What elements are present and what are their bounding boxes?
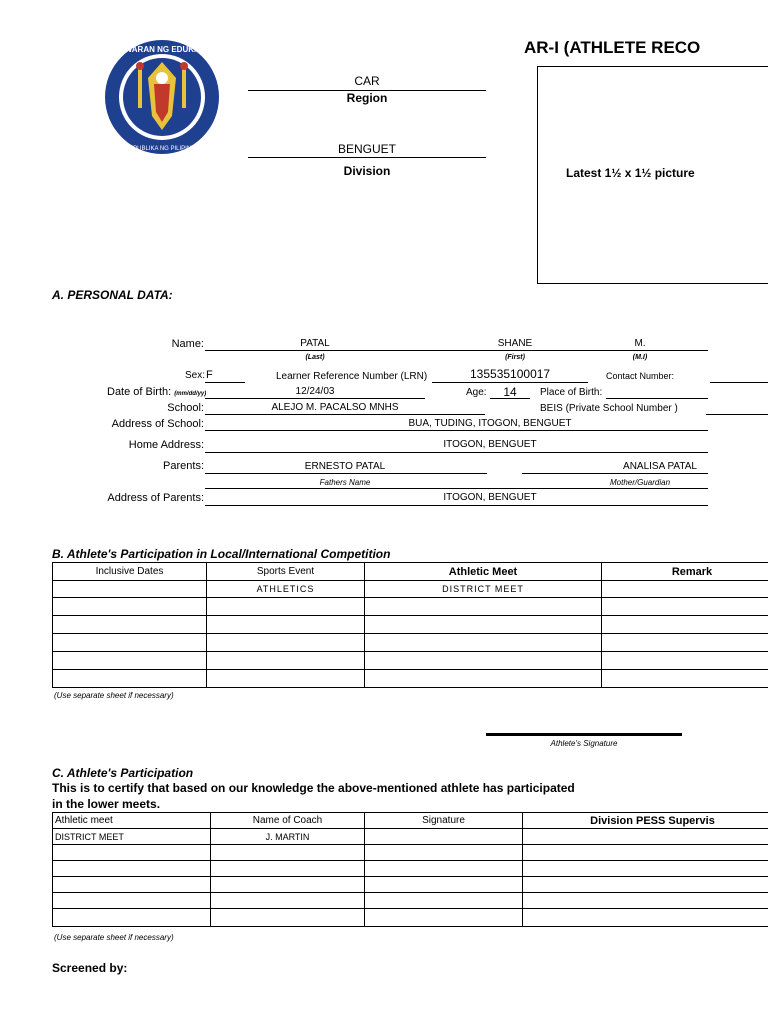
division-value: BENGUET: [337, 142, 396, 156]
beis-label: BEIS (Private School Number ): [540, 403, 678, 414]
last-name-value: PATAL: [300, 338, 330, 349]
table-cell[interactable]: [523, 877, 768, 893]
table-cell[interactable]: [53, 652, 207, 670]
lrn-value[interactable]: 135535100017: [470, 367, 551, 381]
table-cell[interactable]: [211, 909, 365, 927]
table-cell[interactable]: J. MARTIN: [211, 829, 365, 845]
photo-label: Latest 1½ x 1½ picture: [566, 166, 695, 180]
table-cell[interactable]: [211, 877, 365, 893]
sex-value[interactable]: F: [206, 369, 213, 381]
table-cell[interactable]: [53, 616, 207, 634]
col-coach: Name of Coach: [211, 813, 365, 829]
name-label: Name:: [171, 338, 204, 350]
table-header-row: [53, 813, 768, 829]
table-cell[interactable]: [602, 670, 768, 688]
section-a-heading: A. PERSONAL DATA:: [52, 288, 173, 302]
dob-value[interactable]: 12/24/03: [295, 386, 335, 397]
table-cell[interactable]: [53, 845, 211, 861]
address-parents-line: [205, 505, 708, 506]
table-cell[interactable]: [365, 861, 523, 877]
beis-line: [706, 414, 768, 415]
athlete-signature-caption: Athlete's Signature: [550, 739, 618, 748]
mother-line: [522, 473, 708, 474]
school-line: [205, 414, 485, 415]
table-cell[interactable]: ATHLETICS: [207, 581, 365, 598]
table-cell[interactable]: [365, 893, 523, 909]
certification-line-1: This is to certify that based on our knowledge the above-mentioned athlete has participated: [52, 781, 575, 795]
table-cell[interactable]: [53, 670, 207, 688]
table-cell[interactable]: [53, 893, 211, 909]
division-line: [248, 157, 486, 158]
table-cell[interactable]: [53, 598, 207, 616]
table-cell[interactable]: [602, 652, 768, 670]
first-caption: (First): [505, 354, 525, 361]
contact-label: Contact Number:: [606, 371, 675, 381]
deped-seal: [98, 38, 226, 156]
dob-label-text: Date of Birth:: [107, 386, 172, 398]
table-cell[interactable]: [365, 670, 602, 688]
col-inclusive-dates: Inclusive Dates: [53, 563, 207, 581]
mother-caption: Mother/Guardian: [609, 478, 671, 487]
sex-line: [205, 382, 245, 383]
section-b-note: (Use separate sheet if necessary): [54, 691, 174, 700]
table-row: [53, 861, 768, 877]
name-line: [205, 350, 708, 351]
age-line: [490, 398, 530, 399]
first-name-value: SHANE: [497, 338, 533, 349]
certification-line-2: in the lower meets.: [52, 797, 161, 811]
dob-line: [205, 398, 425, 399]
table-row: [53, 877, 768, 893]
table-row: [53, 598, 768, 616]
col-athletic-meet: Athletic Meet: [365, 563, 602, 581]
last-caption: (Last): [305, 354, 325, 361]
age-value[interactable]: 14: [503, 385, 517, 399]
region-value: CAR: [354, 74, 380, 88]
table-cell[interactable]: [53, 877, 211, 893]
table-cell[interactable]: [53, 581, 207, 598]
table-row: [53, 634, 768, 652]
home-address-value[interactable]: ITOGON, BENGUET: [443, 439, 537, 450]
table-cell[interactable]: DISTRICT MEET: [53, 829, 211, 845]
table-cell[interactable]: [365, 652, 602, 670]
table-cell[interactable]: [523, 909, 768, 927]
table-cell[interactable]: [365, 909, 523, 927]
address-parents-label: Address of Parents:: [107, 492, 204, 504]
table-cell[interactable]: [365, 634, 602, 652]
home-address-line: [205, 452, 708, 453]
form-title: AR-I (ATHLETE RECO: [524, 38, 701, 57]
participation-table: [52, 812, 768, 927]
table-row: [53, 909, 768, 927]
caption-line: [205, 488, 708, 489]
table-header-row: [53, 563, 768, 581]
table-cell[interactable]: DISTRICT MEET: [365, 581, 602, 598]
dob-format: (mm/dd/yy): [174, 391, 207, 397]
screened-by-label: Screened by:: [52, 961, 128, 975]
pob-label: Place of Birth:: [540, 387, 603, 398]
col-signature: Signature: [365, 813, 523, 829]
table-cell[interactable]: [523, 829, 768, 845]
lrn-line: [432, 382, 588, 383]
address-school-value[interactable]: BUA, TUDING, ITOGON, BENGUET: [408, 418, 572, 429]
table-cell[interactable]: [365, 845, 523, 861]
table-cell[interactable]: [211, 893, 365, 909]
table-cell[interactable]: [523, 893, 768, 909]
region-label: Region: [346, 91, 388, 105]
table-row: [53, 829, 768, 845]
table-row: [53, 581, 768, 598]
table-cell[interactable]: [602, 598, 768, 616]
col-pess-supervisor: Division PESS Supervis: [523, 813, 768, 829]
sex-label: Sex:: [184, 370, 205, 381]
section-c-heading: C. Athlete's Participation: [52, 766, 194, 780]
section-b-heading: B. Athlete's Participation in Local/International Competition: [52, 547, 391, 561]
middle-initial-value: M.: [634, 338, 646, 349]
school-value[interactable]: ALEJO M. PACALSO MNHS: [271, 402, 399, 413]
parents-label: Parents:: [163, 460, 204, 472]
table-cell[interactable]: [53, 861, 211, 877]
table-cell[interactable]: [523, 861, 768, 877]
table-cell[interactable]: [207, 616, 365, 634]
table-cell[interactable]: [365, 598, 602, 616]
col-sports-event: Sports Event: [207, 563, 365, 581]
mi-caption: (M.I): [632, 354, 648, 361]
pob-line: [606, 398, 708, 399]
address-school-label: Address of School:: [111, 418, 204, 430]
section-c-note: (Use separate sheet if necessary): [54, 933, 174, 942]
father-value[interactable]: ERNESTO PATAL: [304, 461, 386, 472]
contact-line: [710, 382, 768, 383]
age-label: Age:: [466, 387, 487, 398]
table-row: [53, 845, 768, 861]
home-address-label: Home Address:: [128, 439, 204, 451]
table-cell[interactable]: [365, 616, 602, 634]
table-cell[interactable]: [602, 581, 768, 598]
table-cell[interactable]: [53, 634, 207, 652]
table-cell[interactable]: [207, 652, 365, 670]
table-cell[interactable]: [207, 598, 365, 616]
table-cell[interactable]: [602, 616, 768, 634]
table-cell[interactable]: [207, 670, 365, 688]
svg-text:KAGAWARAN NG EDUKASYON: KAGAWARAN NG EDUKASYON: [101, 45, 223, 54]
table-row: [53, 670, 768, 688]
col-remark: Remark: [602, 563, 768, 581]
dob-label: [107, 386, 206, 398]
table-cell[interactable]: [602, 634, 768, 652]
table-cell[interactable]: [207, 634, 365, 652]
school-label: School:: [167, 402, 204, 414]
table-cell[interactable]: [211, 861, 365, 877]
table-row: [53, 616, 768, 634]
col-athletic-meet: Athletic meet: [53, 813, 211, 829]
lrn-label: Learner Reference Number (LRN): [276, 371, 428, 382]
mother-value[interactable]: ANALISA PATAL: [623, 461, 697, 472]
table-row: [53, 652, 768, 670]
table-cell[interactable]: [365, 877, 523, 893]
table-cell[interactable]: [211, 845, 365, 861]
table-cell[interactable]: [365, 829, 523, 845]
table-cell[interactable]: [53, 909, 211, 927]
division-label: Division: [343, 164, 391, 178]
table-row: [53, 893, 768, 909]
father-line: [205, 473, 487, 474]
table-cell[interactable]: [523, 845, 768, 861]
address-parents-value[interactable]: ITOGON, BENGUET: [443, 492, 537, 503]
athlete-signature-line[interactable]: [486, 733, 682, 736]
father-caption: Fathers Name: [319, 478, 371, 487]
competition-table: [52, 562, 768, 688]
address-school-line: [205, 430, 708, 431]
svg-text:REPUBLIKA NG PILIPINAS: REPUBLIKA NG PILIPINAS: [124, 146, 200, 152]
